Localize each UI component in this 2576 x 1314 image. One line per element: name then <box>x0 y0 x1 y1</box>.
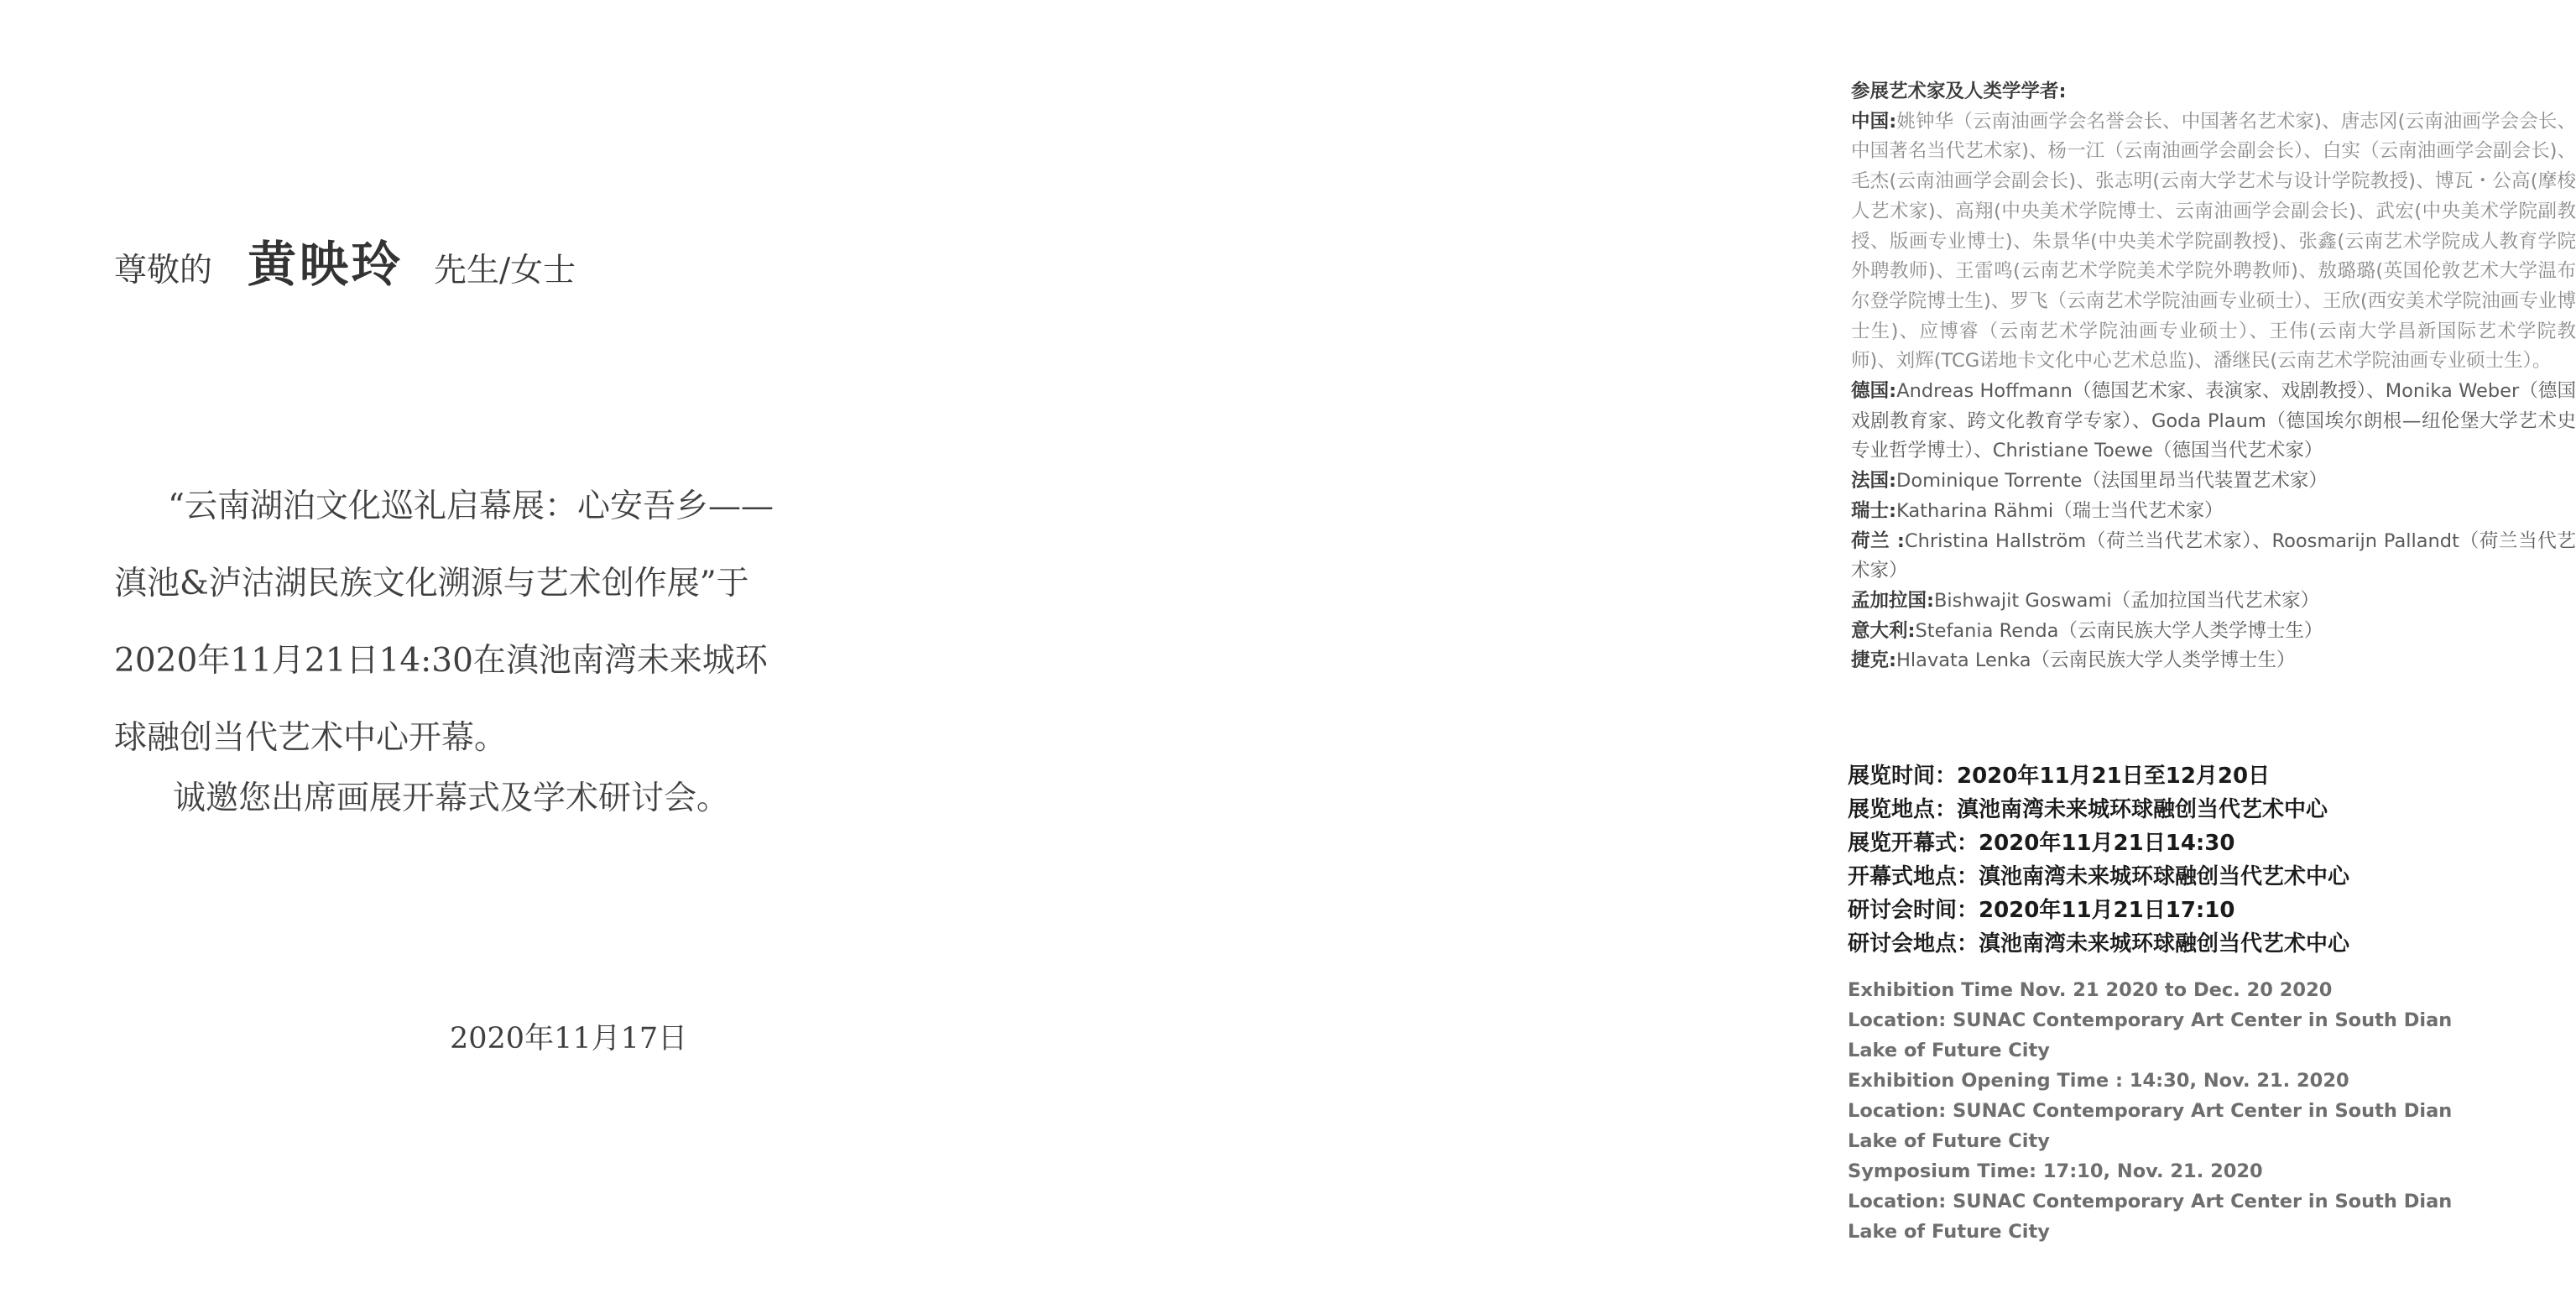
symposium-time: 研讨会时间：2020年11月21日17:10 <box>1848 898 2235 923</box>
schedule-line: Symposium Time: 17:10, Nov. 21. 2020 <box>1848 1160 2263 1182</box>
country-label: 意大利: <box>1851 619 1916 642</box>
participant-names: Katharina Rähmi（瑞士当代艺术家） <box>1896 499 2224 522</box>
schedule-line: Lake of Future City <box>1848 1130 2050 1152</box>
country-label: 德国: <box>1851 380 1897 403</box>
country-label: 捷克: <box>1851 649 1896 672</box>
exhibition-time: 展览时间：2020年11月21日至12月20日 <box>1848 764 2271 789</box>
schedule-line: Location: SUNAC Contemporary Art Center in South Dian <box>1848 1009 2453 1031</box>
invitation-paragraph: “云南湖泊文化巡礼启幕展：心安吾乡——滇池&泸沽湖民族文化溯源与艺术创作展”于2020年11月21日14:30在滇池南湾未来城环球融创当代艺术中心开幕。 <box>114 488 774 757</box>
invitation-date: 2020年11月17日 <box>450 1022 688 1056</box>
schedule-line: Lake of Future City <box>1848 1221 2050 1243</box>
exhibition-location: 展览地点：滇池南湾未来城环球融创当代艺术中心 <box>1848 797 2328 822</box>
schedule-line: Exhibition Opening Time : 14:30, Nov. 21. 2020 <box>1848 1070 2349 1092</box>
participant-group <box>1851 467 2576 497</box>
country-label: 瑞士: <box>1851 499 1896 522</box>
participant-group <box>1851 646 2576 676</box>
participant-names: Bishwajit Goswami（孟加拉国当代艺术家） <box>1934 589 2320 612</box>
guest-title: 先生/女士 <box>434 252 576 289</box>
participant-group <box>1851 497 2576 527</box>
greeting <box>114 225 576 295</box>
country-label: 荷兰 : <box>1851 529 1905 552</box>
participant-names: Christina Hallström（荷兰当代艺术家）、Roosmarijn Pallandt（荷兰当代艺术家） <box>1851 529 2576 582</box>
participants-heading: 参展艺术家及人类学学者: <box>1851 81 2067 102</box>
participant-names: Hlavata Lenka（云南民族大学人类学博士生） <box>1896 649 2296 672</box>
schedule-line: Location: SUNAC Contemporary Art Center in South Dian <box>1848 1100 2453 1122</box>
participants-list <box>1851 77 2576 676</box>
details-page <box>881 0 2576 1314</box>
schedule-english <box>1848 975 2452 1247</box>
participant-group <box>1851 617 2576 647</box>
invitation-page <box>0 0 881 1314</box>
guest-name: 黄映玲 <box>248 236 404 293</box>
schedule-line: Lake of Future City <box>1848 1040 2050 1061</box>
opening-time: 展览开幕式：2020年11月21日14:30 <box>1848 831 2235 856</box>
country-label: 中国: <box>1851 110 1897 133</box>
schedule-line: Location: SUNAC Contemporary Art Center in South Dian <box>1848 1191 2453 1212</box>
participant-group <box>1851 587 2576 617</box>
country-label: 孟加拉国: <box>1851 589 1934 612</box>
participant-names: 姚钟华（云南油画学会名誉会长、中国著名艺术家)、唐志冈(云南油画学会会长、中国著名当代艺术家)、杨一江（云南油画学会副会长）、白实（云南油画学会副会长)、毛杰(云南油画学会副会长)、张志明(云南大学艺术与设计学院教授)、博瓦・公高(摩梭人艺术家)、高翔(中央美术学院博士、云南油画学会副会长)、武宏(中央美术学院副教授、版画专业博士)、朱景华(中央美术学院副教授)、张鑫(云南艺术学院成人教育学院外聘教师)、王雷鸣(云南艺术学院美术学院外聘教师)、敖璐璐(英国伦敦艺术大学温布尔登学院博士生)、罗飞（云南艺术学院油画专业硕士）、王欣(西安美术学院油画专业博士生)、应博睿（云南艺术学院油画专业硕士）、王伟(云南大学昌新国际艺术学院教师)、刘辉(TCG诺地卡文化中心艺术总监)、潘继民(云南艺术学院油画专业硕士生）。 <box>1851 110 2576 373</box>
participant-names: Andreas Hoffmann（德国艺术家、表演家、戏剧教授）、Monika Weber（德国戏剧教育家、跨文化教育学专家）、Goda Plaum（德国埃尔朗根—纽伦堡大学艺术史专业哲学博士）、Christiane Toewe（德国当代艺术家） <box>1851 380 2576 462</box>
participant-names: Dominique Torrente（法国里昂当代装置艺术家） <box>1896 470 2328 493</box>
participant-group <box>1851 107 2576 377</box>
participant-names: Stefania Renda（云南民族大学人类学博士生） <box>1915 619 2323 642</box>
schedule-chinese <box>1848 759 2349 961</box>
participant-group <box>1851 377 2576 467</box>
schedule-line: Exhibition Time Nov. 21 2020 to Dec. 20 2020 <box>1848 979 2333 1001</box>
symposium-location: 研讨会地点：滇池南湾未来城环球融创当代艺术中心 <box>1848 931 2350 957</box>
honorific: 尊敬的 <box>114 252 213 289</box>
opening-location: 开幕式地点：滇池南湾未来城环球融创当代艺术中心 <box>1848 864 2350 889</box>
participant-group <box>1851 527 2576 587</box>
invitation-request: 诚邀您出席画展开幕式及学术研讨会。 <box>173 780 730 817</box>
country-label: 法国: <box>1851 470 1896 493</box>
